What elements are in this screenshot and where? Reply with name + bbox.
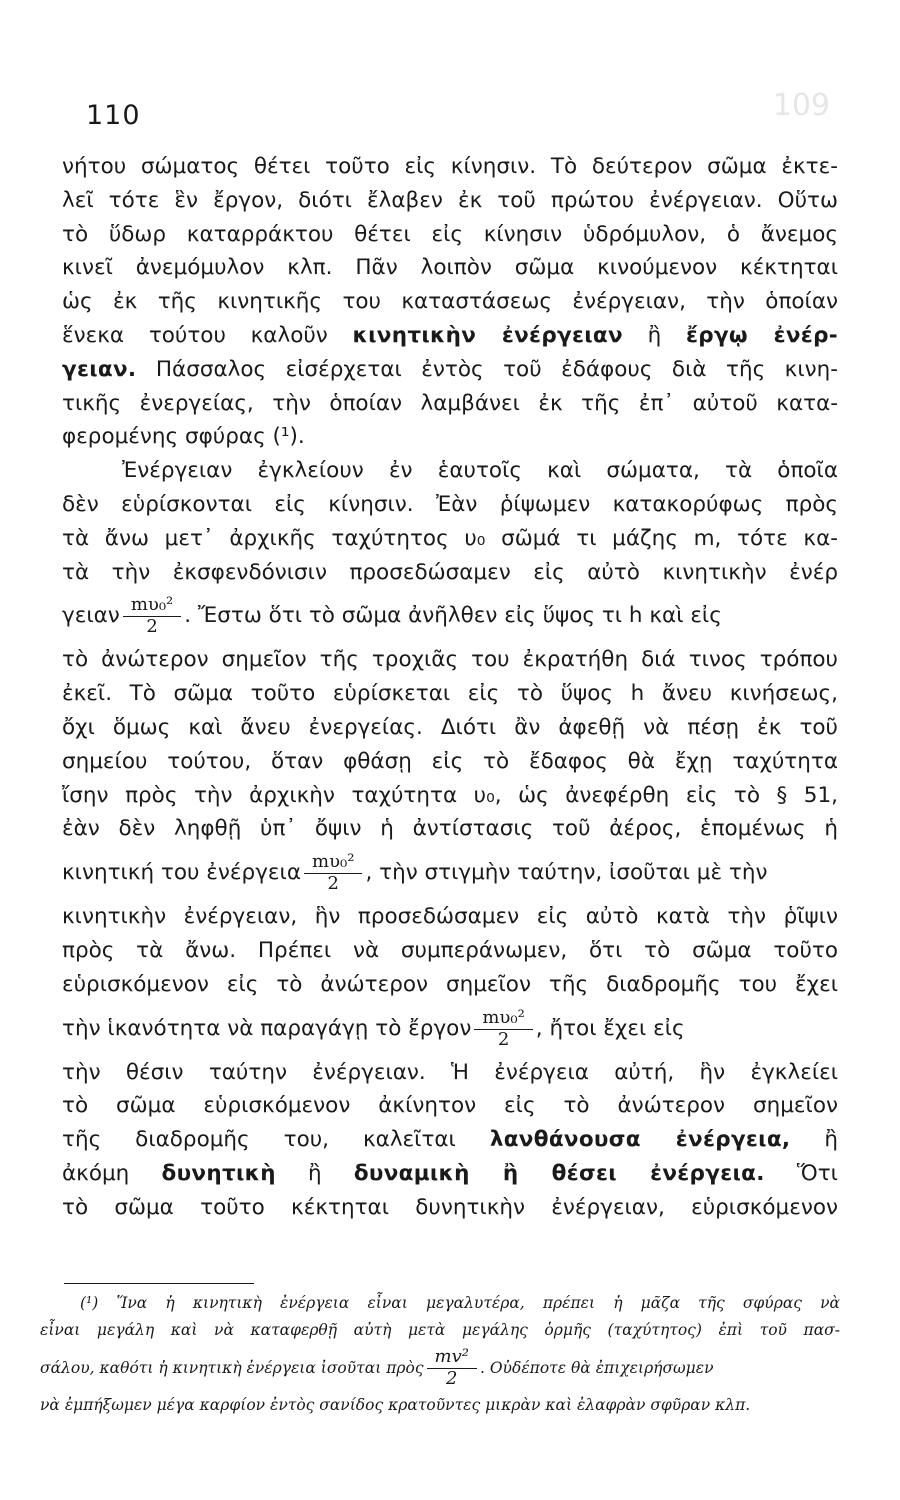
term-kinetic-energy: κινητικὴν ἐνέργειαν <box>352 322 623 348</box>
text-line: τικῆς ἐνεργείας, τὴν ὁποίαν λαμβάνει ἐκ τῆς ἐπ᾿ αὐτοῦ κατα- <box>62 390 838 416</box>
text-line: τὰ ἄνω μετ᾿ ἀρχικῆς ταχύτητος υ₀ σῶμά τι μάζης m, τότε κα- <box>62 525 838 551</box>
term-energy-of-work: ἔργῳ ἐνέρ- <box>686 322 838 348</box>
text-line: σημείου τούτου, ὅταν φθάσῃ εἰς τὸ ἔδαφος θὰ ἔχῃ ταχύτητα <box>62 748 838 774</box>
term-latent-energy: λανθάνουσα ἐνέργεια, <box>489 1127 791 1153</box>
formula-line <box>62 589 838 643</box>
text-line: λεῖ τότε ἓν ἔργον, διότι ἔλαβεν ἐκ τοῦ πρώτου ἐνέργειαν. Οὕτω <box>62 187 838 213</box>
text-line: τὸ ἀνώτερον σημεῖον τῆς τροχιᾶς του ἐκρατήθη διά τινος τρόπου <box>62 647 838 673</box>
text-line: κινεῖ ἀνεμόμυλον κλπ. Πᾶν λοιπὸν σῶμα κινούμενον κέκτηται <box>62 255 838 281</box>
text-line: τὴν θέσιν ταύτην ἐνέργειαν. Ἡ ἐνέργεια αὐτή, ἣν ἐγκλείει <box>62 1059 838 1085</box>
formula-line <box>62 846 838 900</box>
text-line: τὸ σῶμα εὑρισκόμενον ἀκίνητον εἰς τὸ ἀνώτερον σημεῖον <box>62 1093 838 1119</box>
text-span: φερομένης σφύρας <box>62 424 266 450</box>
footnote-divider <box>64 1283 254 1284</box>
body-text <box>62 150 838 1225</box>
text-line: ὄχι ὅμως καὶ ἄνευ ἐνεργείας. Διότι ἂν ἀφεθῇ νὰ πέσῃ ἐκ τοῦ <box>62 714 838 740</box>
term-energy-end: γειαν. <box>62 356 137 382</box>
text-span: ἕνεκα τούτου καλοῦν <box>62 322 328 348</box>
footnote <box>40 1290 840 1419</box>
fraction-numerator: mυ₀² <box>474 1008 532 1030</box>
text-line: εὑρισκόμενον εἰς τὸ ἀνώτερον σημεῖον τῆς διαδρομῆς του ἔχει <box>62 971 838 997</box>
text-line <box>62 1157 838 1191</box>
term-dynamic-position-energy: δυναμικὴ ἢ θέσει ἐνέργεια. <box>353 1160 765 1186</box>
fraction <box>427 1347 477 1389</box>
footnote-formula-line <box>40 1344 840 1392</box>
text-span: τὴν ἱκανότητα νὰ παραγάγῃ τὸ ἔργον <box>62 1015 472 1041</box>
text-span: γειαν <box>62 603 120 629</box>
text-line <box>62 420 838 454</box>
text-line <box>62 319 838 353</box>
text-line: ἐὰν δὲν ληφθῇ ὑπ᾿ ὄψιν ἡ ἀντίστασις τοῦ ἀέρος, ἑπομένως ἡ <box>62 816 838 842</box>
text-span: . Ἔστω ὅτι τὸ σῶμα ἀνῆλθεν εἰς ὕψος τι h καὶ εἰς <box>184 603 722 629</box>
formula-line <box>62 1002 838 1056</box>
text-span: ἀκόμη <box>62 1160 130 1186</box>
text-line: ἐκεῖ. Τὸ σῶμα τοῦτο εὑρίσκεται εἰς τὸ ὕψος h ἄνευ κινήσεως, <box>62 681 838 707</box>
fraction <box>304 852 362 894</box>
fraction <box>474 1008 532 1050</box>
footnote-line: εἶναι μεγάλη καὶ νὰ καταφερθῇ αὐτὴ μετὰ μεγάλης ὁρμῆς (ταχύτητος) ἐπὶ τοῦ πασ- <box>40 1321 840 1339</box>
text-span: ἢ <box>824 1127 838 1153</box>
footnote-line: (¹) Ἵνα ἡ κινητικὴ ἐνέργεια εἶναι μεγαλυτέρα, πρέπει ἡ μᾶζα τῆς σφύρας νὰ <box>80 1294 840 1312</box>
text-line: τὸ ὕδωρ καταρράκτου θέτει εἰς κίνησιν ὑδρόμυλον, ὁ ἄνεμος <box>62 221 838 247</box>
text-line: νήτου σώματος θέτει τοῦτο εἰς κίνησιν. Τὸ δεύτερον σῶμα ἐκτε- <box>62 154 838 179</box>
text-span: ἢ <box>647 322 662 348</box>
text-span: . Οὐδέποτε θὰ ἐπιχειρήσωμεν <box>480 1359 714 1377</box>
text-line: Ἐνέργειαν ἐγκλείουν ἐν ἑαυτοῖς καὶ σώματα, τὰ ὁποῖα <box>122 458 838 484</box>
fraction-denominator: 2 <box>446 1368 458 1389</box>
text-line: κινητικὴν ἐνέργειαν, ἣν προσεδώσαμεν εἰς αὐτὸ κατὰ τὴν ῥῖψιν <box>62 904 838 930</box>
fraction-denominator: 2 <box>497 1028 510 1050</box>
text-line: πρὸς τὰ ἄνω. Πρέπει νὰ συμπεράνωμεν, ὅτι τὸ σῶμα τοῦτο <box>62 937 838 963</box>
text-line: τὰ τὴν ἐκσφενδόνισιν προσεδώσαμεν εἰς αὐτὸ κινητικὴν ἐνέρ <box>62 559 838 585</box>
term-potential: δυνητικὴ <box>161 1160 276 1186</box>
fraction-numerator: mυ₀² <box>123 595 181 617</box>
text-line: δὲν εὑρίσκονται εἰς κίνησιν. Ἐὰν ῥίψωμεν κατακορύφως πρὸς <box>62 491 838 517</box>
text-span: τῆς διαδρομῆς του, καλεῖται <box>62 1127 456 1153</box>
fraction-numerator: mv² <box>427 1347 477 1369</box>
text-line <box>62 1123 838 1157</box>
text-span: , τὴν στιγμὴν ταύτην, ἰσοῦται μὲ τὴν <box>365 860 768 886</box>
text-span: κινητική του ἐνέργεια <box>62 860 301 886</box>
text-span: ἢ <box>308 1160 322 1186</box>
text-line <box>62 353 838 387</box>
footnote-line: νὰ ἐμπήξωμεν μέγα καρφίον ἐντὸς σανίδος κρατοῦντες μικρὰν καὶ ἐλαφρὰν σφῦραν κλπ. <box>40 1396 751 1414</box>
text-line: ἴσην πρὸς τὴν ἀρχικὴν ταχύτητα υ₀, ὡς ἀνεφέρθη εἰς τὸ § 51, <box>62 782 838 808</box>
text-span: , ἤτοι ἔχει εἰς <box>535 1015 685 1041</box>
text-span: σάλου, καθότι ἡ κινητικὴ ἐνέργεια ἰσοῦται πρὸς <box>40 1359 424 1377</box>
bleed-through-page-number: 109 <box>772 88 830 123</box>
fraction-denominator: 2 <box>146 616 158 638</box>
fraction-numerator: mυ₀² <box>304 852 362 874</box>
text-span: Ὅτι <box>796 1160 838 1186</box>
text-line: τὸ σῶμα τοῦτο κέκτηται δυνητικὴν ἐνέργειαν, εὑρισκόμενον <box>62 1194 838 1220</box>
fraction <box>123 595 181 637</box>
page-number: 110 <box>86 100 141 131</box>
footnote-reference: (¹). <box>272 424 305 450</box>
fraction-denominator: 2 <box>327 873 339 895</box>
text-line: ὡς ἐκ τῆς κινητικῆς του καταστάσεως ἐνέργειαν, τὴν ὁποίαν <box>62 289 838 315</box>
text-span: Πάσσαλος εἰσέρχεται ἐντὸς τοῦ ἐδάφους διὰ τῆς κινη- <box>155 356 839 382</box>
